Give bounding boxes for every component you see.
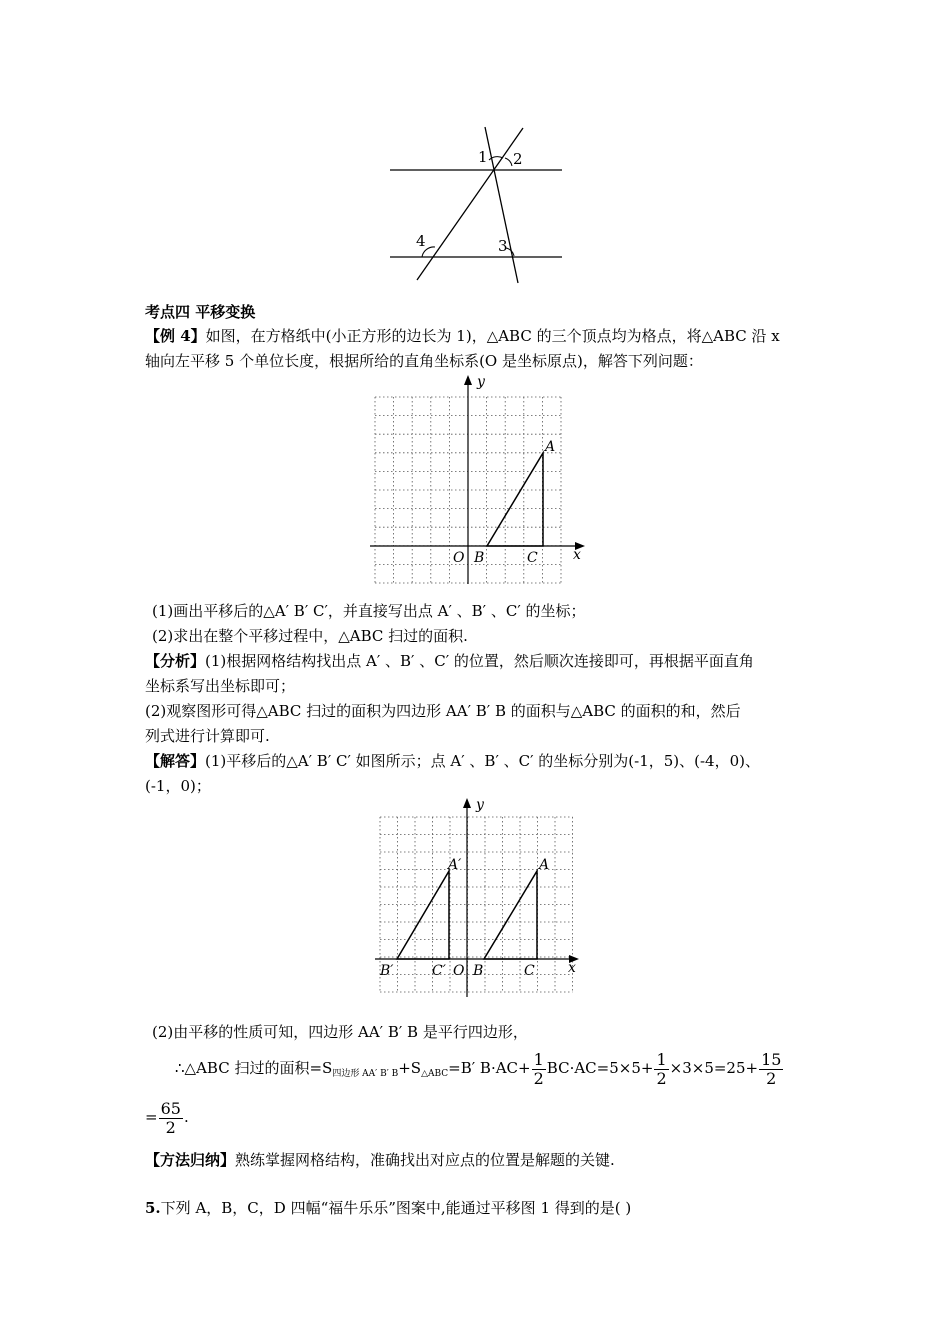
fraction-3-den: 2 xyxy=(766,1068,777,1088)
question-5-line xyxy=(145,1198,631,1218)
triangle-a1b1c1 xyxy=(397,871,449,959)
analysis-line-3: (2)观察图形可得△ABC 扫过的面积为四边形 AA′ B′ B 的面积与△ABC 的面积的和，然后 xyxy=(145,702,741,720)
x-label: x xyxy=(573,547,581,563)
triangle-abc xyxy=(484,871,537,959)
fraction-3-num: 15 xyxy=(761,1049,782,1069)
angle-2-arc xyxy=(505,158,512,166)
answer-line-2: (-1，0)； xyxy=(145,777,211,795)
answer-text-1: (1)平移后的△A′ B′ C′ 如图所示；点 A′ 、B′ 、C′ 的坐标分别为(-1，5)、(-4，0)、 xyxy=(205,752,760,770)
y-label: y xyxy=(476,797,484,813)
example-line-1 xyxy=(145,326,780,346)
angle-label-3: 3 xyxy=(498,237,508,255)
formula-subscript-quad: 四边形 AA′ B′ B xyxy=(332,1069,399,1079)
parallel-lines-figure xyxy=(385,120,570,290)
fraction-4-den: 2 xyxy=(165,1117,176,1137)
fraction-2-den: 2 xyxy=(656,1068,667,1088)
grid-figure-2 xyxy=(370,795,585,1000)
question-5-number: 5. xyxy=(145,1199,161,1217)
formula-plus: +S xyxy=(398,1059,422,1077)
point-b-prime-label: B′ xyxy=(380,963,394,979)
answer-tag: 【解答】 xyxy=(145,752,206,770)
point-b-label: B xyxy=(474,550,485,566)
section-title: 考点四 平移变换 xyxy=(145,303,256,321)
point-b-label: B xyxy=(473,963,484,979)
angle-label-4: 4 xyxy=(416,232,426,250)
part2-line-1: (2)由平移的性质可知，四边形 AA′ B′ B 是平行四边形， xyxy=(152,1023,528,1041)
point-a-label: A xyxy=(539,857,550,873)
analysis-text-1: (1)根据网格结构找出点 A′ 、B′ 、C′ 的位置，然后顺次连接即可，再根据平面直角 xyxy=(205,652,754,670)
y-label: y xyxy=(477,374,485,390)
angle-label-2: 2 xyxy=(513,150,523,168)
fraction-1-den: 2 xyxy=(533,1068,544,1088)
formula-dot: . xyxy=(183,1108,189,1126)
point-a-label: A xyxy=(545,439,556,455)
analysis-tag: 【分析】 xyxy=(145,652,206,670)
analysis-line-1 xyxy=(145,651,754,671)
formula-mid-3: ×3×5=25+ xyxy=(669,1059,759,1077)
analysis-line-4: 列式进行计算即可. xyxy=(145,727,270,745)
analysis-line-2: 坐标系写出坐标即可； xyxy=(145,677,296,695)
fraction-2 xyxy=(654,1051,668,1088)
fraction-1-num: 1 xyxy=(533,1049,544,1069)
question-1: (1)画出平移后的△A′ B′ C′，并直接写出点 A′ 、B′ 、C′ 的坐标； xyxy=(152,602,586,620)
fraction-1 xyxy=(532,1051,546,1088)
example-tag: 【例 4】 xyxy=(145,327,206,345)
origin-label: O xyxy=(453,963,465,979)
method-line xyxy=(145,1150,615,1170)
example-line-2: 轴向左平移 5 个单位长度，根据所给的直角坐标系(O 是坐标原点)，解答下列问题： xyxy=(145,352,703,370)
formula-equals: = xyxy=(145,1108,158,1126)
fraction-2-num: 1 xyxy=(656,1049,667,1069)
formula-mid-1: =B′ B·AC+ xyxy=(448,1059,531,1077)
angle-label-1: 1 xyxy=(478,148,488,166)
point-c-label: C xyxy=(527,550,538,566)
point-c-label: C xyxy=(524,963,535,979)
grid-figure-1 xyxy=(365,372,590,587)
example-text-1: 如图，在方格纸中(小正方形的边长为 1)，△ABC 的三个顶点均为格点，将△ABC 沿 x xyxy=(205,327,780,345)
x-label: x xyxy=(568,960,576,976)
point-c-prime-label: C′ xyxy=(432,963,446,979)
origin-label: O xyxy=(453,550,465,566)
method-text: 熟练掌握网格结构，准确找出对应点的位置是解题的关键. xyxy=(235,1151,615,1169)
formula-result-line xyxy=(145,1097,189,1137)
method-tag: 【方法归纳】 xyxy=(145,1151,236,1169)
formula-start: ∴△ABC 扫过的面积=S xyxy=(175,1059,333,1077)
fraction-4 xyxy=(159,1100,183,1137)
fraction-3 xyxy=(759,1051,783,1088)
question-5-text: 下列 A，B，C，D 四幅“福牛乐乐”图案中,能通过平移图 1 得到的是( ) xyxy=(160,1199,632,1217)
y-axis-arrow xyxy=(463,798,471,808)
answer-line-1 xyxy=(145,751,760,771)
y-axis-arrow xyxy=(464,375,472,385)
formula-mid-2: BC·AC=5×5+ xyxy=(546,1059,654,1077)
fraction-4-num: 65 xyxy=(160,1098,181,1118)
question-2: (2)求出在整个平移过程中，△ABC 扫过的面积. xyxy=(152,627,468,645)
triangle-abc xyxy=(487,453,543,546)
formula-line xyxy=(175,1048,784,1094)
point-a-prime-label: A′ xyxy=(448,857,462,873)
formula-subscript-tri: △ABC xyxy=(421,1069,449,1079)
